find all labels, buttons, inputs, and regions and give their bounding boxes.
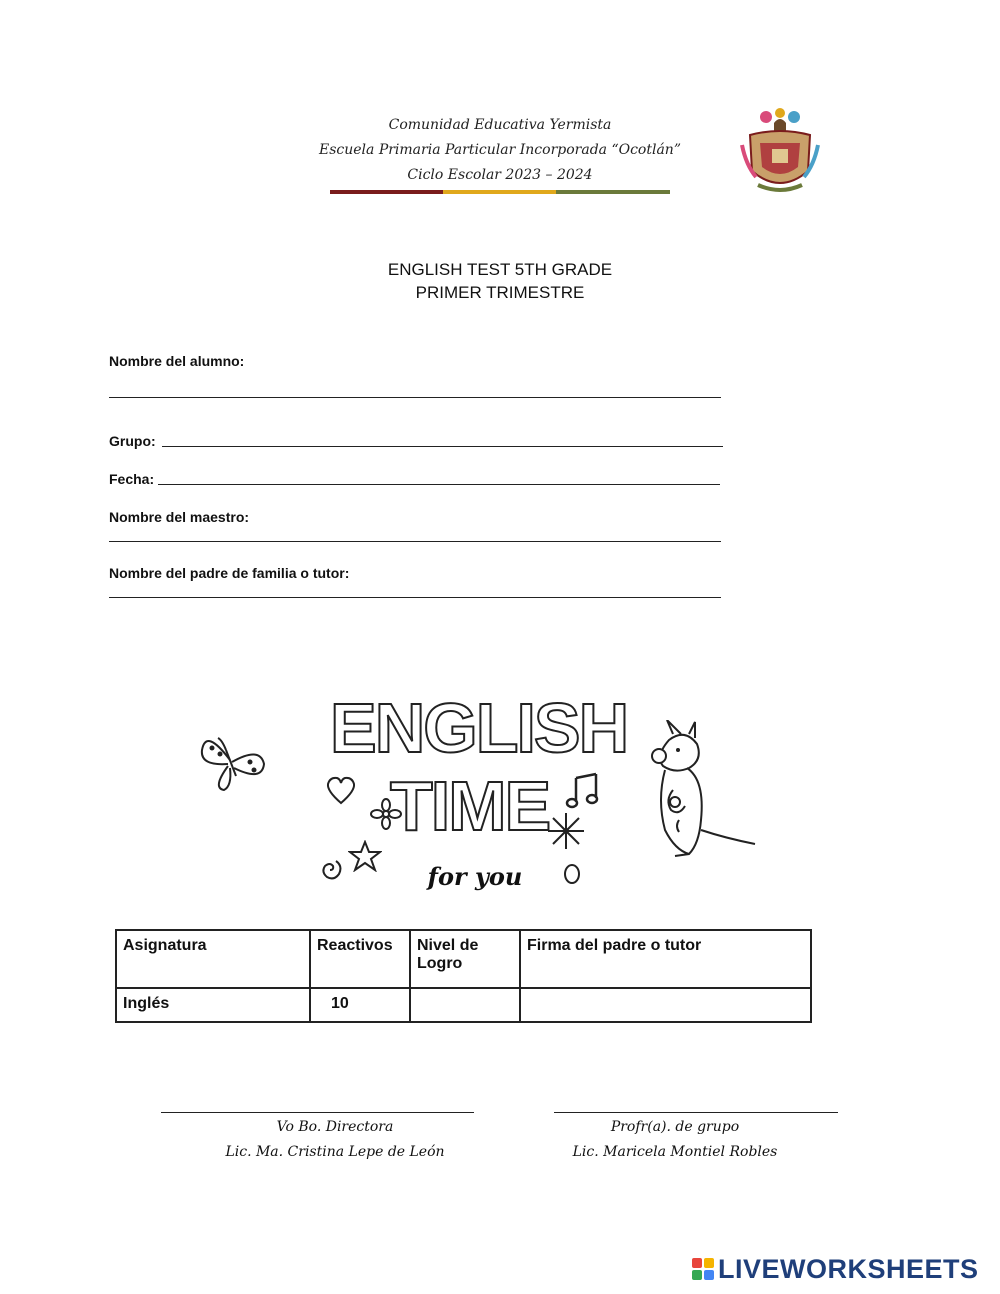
cell-achievement[interactable] [410, 988, 520, 1022]
group-label: Grupo: [109, 433, 156, 449]
parent-name-field[interactable] [109, 597, 721, 598]
music-note-icon [562, 772, 602, 812]
col-header-items: Reactivos [310, 930, 410, 988]
group-field[interactable] [162, 446, 723, 447]
teacher-name: Lic. Maricela Montiel Robles [572, 1144, 778, 1160]
kangaroo-icon [645, 720, 760, 880]
english-time-illustration [190, 680, 770, 910]
col-header-signature: Firma del padre o tutor [520, 930, 811, 988]
school-crest-icon [738, 105, 822, 197]
liveworksheets-logo-icon [692, 1258, 714, 1280]
spiral-icon [316, 856, 344, 884]
header-bar-maroon [330, 190, 443, 194]
community-name: Comunidad Educativa Yermista [388, 117, 612, 133]
school-name: Escuela Primaria Particular Incorporada “Ocotlán” [319, 142, 681, 158]
teacher-role: Profr(a). de grupo [610, 1119, 740, 1135]
student-name-label: Nombre del alumno: [109, 353, 245, 369]
liveworksheets-text: LIVEWORKSHEETS [718, 1253, 979, 1284]
cell-signature[interactable] [520, 988, 811, 1022]
table-header-row [116, 930, 811, 988]
circle-doodle-icon [560, 862, 584, 886]
cell-items: 10 [310, 988, 410, 1022]
director-role: Vo Bo. Directora [276, 1119, 394, 1135]
english-word: ENGLISH [330, 689, 628, 767]
grades-table [115, 929, 812, 1023]
header-bar-olive [556, 190, 670, 194]
sparkle-icon [545, 810, 587, 852]
liveworksheets-logo [692, 1254, 979, 1284]
date-label: Fecha: [109, 471, 155, 487]
teacher-name-label: Nombre del maestro: [109, 509, 250, 525]
table-row [116, 988, 811, 1022]
date-field[interactable] [158, 484, 720, 485]
test-title: ENGLISH TEST 5TH GRADE [387, 260, 613, 279]
parent-name-label: Nombre del padre de familia o tutor: [109, 565, 350, 581]
school-cycle: Ciclo Escolar 2023 – 2024 [407, 167, 593, 183]
teacher-name-field[interactable] [109, 541, 721, 542]
heart-icon [325, 775, 357, 805]
director-signature-line [161, 1112, 474, 1113]
col-header-subject: Asignatura [116, 930, 310, 988]
col-header-achievement: Nivel de Logro [410, 930, 520, 988]
test-subtitle: PRIMER TRIMESTRE [415, 283, 585, 302]
student-name-field[interactable] [109, 397, 721, 398]
star-icon [348, 840, 382, 872]
director-name: Lic. Ma. Cristina Lepe de León [225, 1144, 445, 1160]
butterfly-icon [192, 720, 272, 800]
cell-subject: Inglés [116, 988, 310, 1022]
teacher-signature-line [554, 1112, 838, 1113]
header-bar-gold [443, 190, 556, 194]
for-you-text: for you [427, 862, 523, 891]
time-word: TIME [390, 767, 550, 845]
